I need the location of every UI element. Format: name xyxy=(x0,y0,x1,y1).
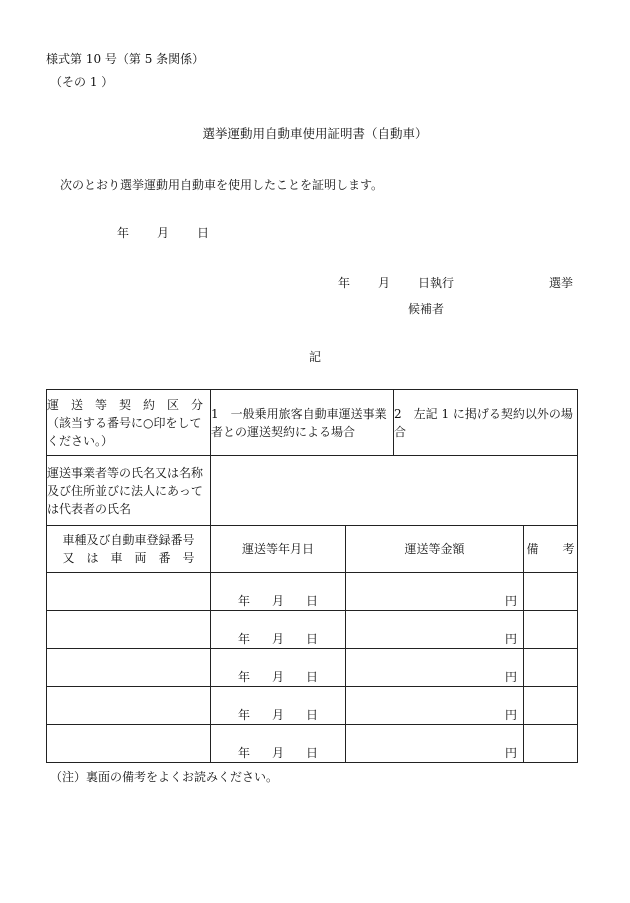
vehicle-cell[interactable] xyxy=(47,725,211,763)
date-cell[interactable]: 年 月 日 xyxy=(211,649,346,687)
vehicle-cell[interactable] xyxy=(47,611,211,649)
table-row xyxy=(47,725,578,763)
date-month: 月 xyxy=(157,226,170,240)
table-row xyxy=(47,649,578,687)
remarks-cell[interactable] xyxy=(524,649,578,687)
col-amount-header: 運送等金額 xyxy=(346,526,524,573)
amount-cell[interactable]: 円 xyxy=(346,687,524,725)
exec-year: 年 xyxy=(338,276,351,290)
header-row xyxy=(47,526,578,573)
exec-day: 日執行 xyxy=(418,276,455,290)
table-row xyxy=(47,687,578,725)
operator-label: 運送事業者等の氏名又は名称及び住所並びに法人にあっては代表者の氏名 xyxy=(47,456,211,526)
remarks-cell[interactable] xyxy=(524,687,578,725)
vehicle-cell[interactable] xyxy=(47,687,211,725)
remarks-cell[interactable] xyxy=(524,611,578,649)
certification-date xyxy=(117,224,209,241)
contract-type-label: 運 送 等 契 約 区 分 （該当する番号に○印をしてください。） xyxy=(47,390,211,456)
amount-cell[interactable]: 円 xyxy=(346,573,524,611)
contract-type-row xyxy=(47,390,578,456)
footnote: （注）裏面の備考をよくお読みください。 xyxy=(50,770,279,784)
remarks-cell[interactable] xyxy=(524,725,578,763)
table-row xyxy=(47,611,578,649)
vehicle-cell[interactable] xyxy=(47,573,211,611)
execution-date xyxy=(338,274,454,291)
exec-month: 月 xyxy=(378,276,391,290)
operator-input[interactable] xyxy=(211,456,578,526)
operator-row xyxy=(47,456,578,526)
vehicle-cell[interactable] xyxy=(47,649,211,687)
sub-number: （その 1 ） xyxy=(50,75,114,89)
contract-option-2[interactable]: 2 左記 1 に掲げる契約以外の場合 xyxy=(394,390,578,456)
date-day: 日 xyxy=(197,226,210,240)
col-date-header: 運送等年月日 xyxy=(211,526,346,573)
contract-option-1[interactable]: 1 一般乗用旅客自動車運送事業者との運送契約による場合 xyxy=(211,390,394,456)
col-vehicle-header: 車種及び自動車登録番号 又 は 車 両 番 号 xyxy=(47,526,211,573)
amount-cell[interactable]: 円 xyxy=(346,649,524,687)
table-row xyxy=(47,573,578,611)
date-year: 年 xyxy=(117,226,130,240)
remarks-cell[interactable] xyxy=(524,573,578,611)
amount-cell[interactable]: 円 xyxy=(346,611,524,649)
certification-statement: 次のとおり選挙運動用自動車を使用したことを証明します。 xyxy=(60,178,384,192)
candidate-label: 候補者 xyxy=(408,302,445,316)
form-number: 様式第 10 号（第 5 条関係） xyxy=(46,52,205,66)
date-cell[interactable]: 年 月 日 xyxy=(211,725,346,763)
ki-label: 記 xyxy=(309,350,322,364)
date-cell[interactable]: 年 月 日 xyxy=(211,611,346,649)
usage-table xyxy=(46,389,578,763)
date-cell[interactable]: 年 月 日 xyxy=(211,573,346,611)
date-cell[interactable]: 年 月 日 xyxy=(211,687,346,725)
document-title: 選挙運動用自動車使用証明書（自動車） xyxy=(202,126,428,141)
col-remarks-header: 備 考 xyxy=(524,526,578,573)
amount-cell[interactable]: 円 xyxy=(346,725,524,763)
election-label: 選挙 xyxy=(549,276,574,290)
